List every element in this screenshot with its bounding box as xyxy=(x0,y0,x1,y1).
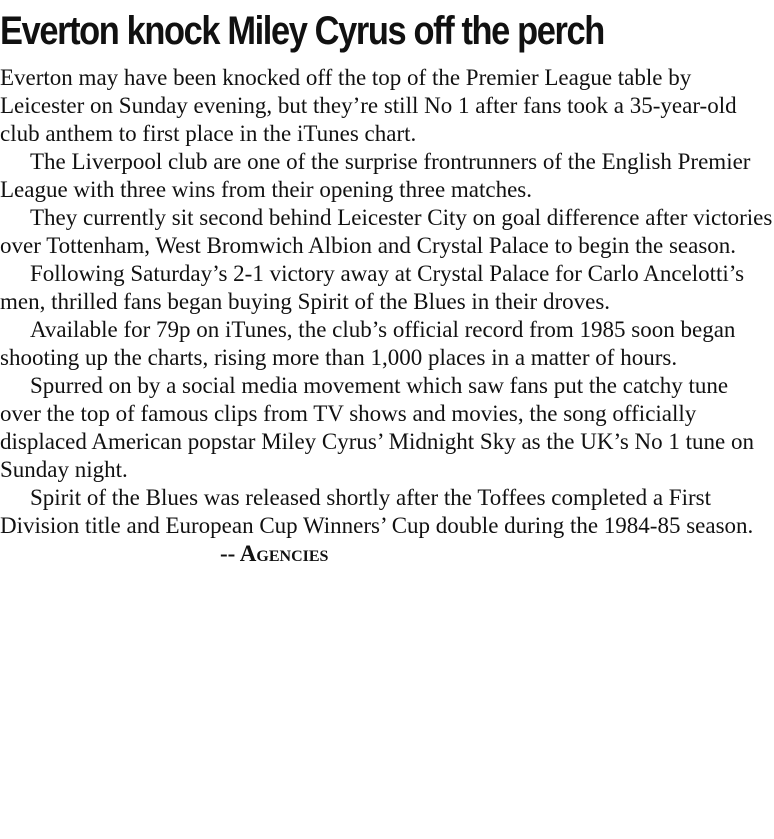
article-paragraph: They currently sit second behind Leicester City on goal difference after victories over Tottenham, West Bromwich Albion and Crystal Palace to begin the season. xyxy=(0,205,773,258)
article-paragraph: Spurred on by a social media movement which saw fans put the catchy tune over the top of famous clips from TV shows and movies, the song officially displaced American popstar Miley Cyrus’ Midnight Sky as the UK’s No 1 tune on Sunday night. xyxy=(0,373,755,482)
article-paragraph-last xyxy=(0,484,774,568)
article-body xyxy=(0,64,774,568)
article-paragraph-text: Spirit of the Blues was released shortly after the Toffees completed a First Division title and European Cup Winners’ Cup double during the 1984-85 season. xyxy=(0,485,754,538)
article-paragraph: Available for 79p on iTunes, the club’s official record from 1985 soon began shooting up the charts, rising more than 1,000 places in a matter of hours. xyxy=(0,317,736,370)
article-paragraph: Everton may have been knocked off the top of the Premier League table by Leicester on Sunday evening, but they’re still No 1 after fans took a 35-year-old club anthem to first place in the iTunes chart. xyxy=(0,65,737,146)
article-paragraph: Following Saturday’s 2-1 victory away at Crystal Palace for Carlo Ancelotti’s men, thrilled fans began buying Spirit of the Blues in their droves. xyxy=(0,261,745,314)
article-headline: Everton knock Miley Cyrus off the perch xyxy=(0,9,604,53)
news-article xyxy=(0,8,774,568)
article-credit: -- Agencies xyxy=(220,541,329,566)
article-paragraph: The Liverpool club are one of the surprise frontrunners of the English Premier League with three wins from their opening three matches. xyxy=(0,149,751,202)
